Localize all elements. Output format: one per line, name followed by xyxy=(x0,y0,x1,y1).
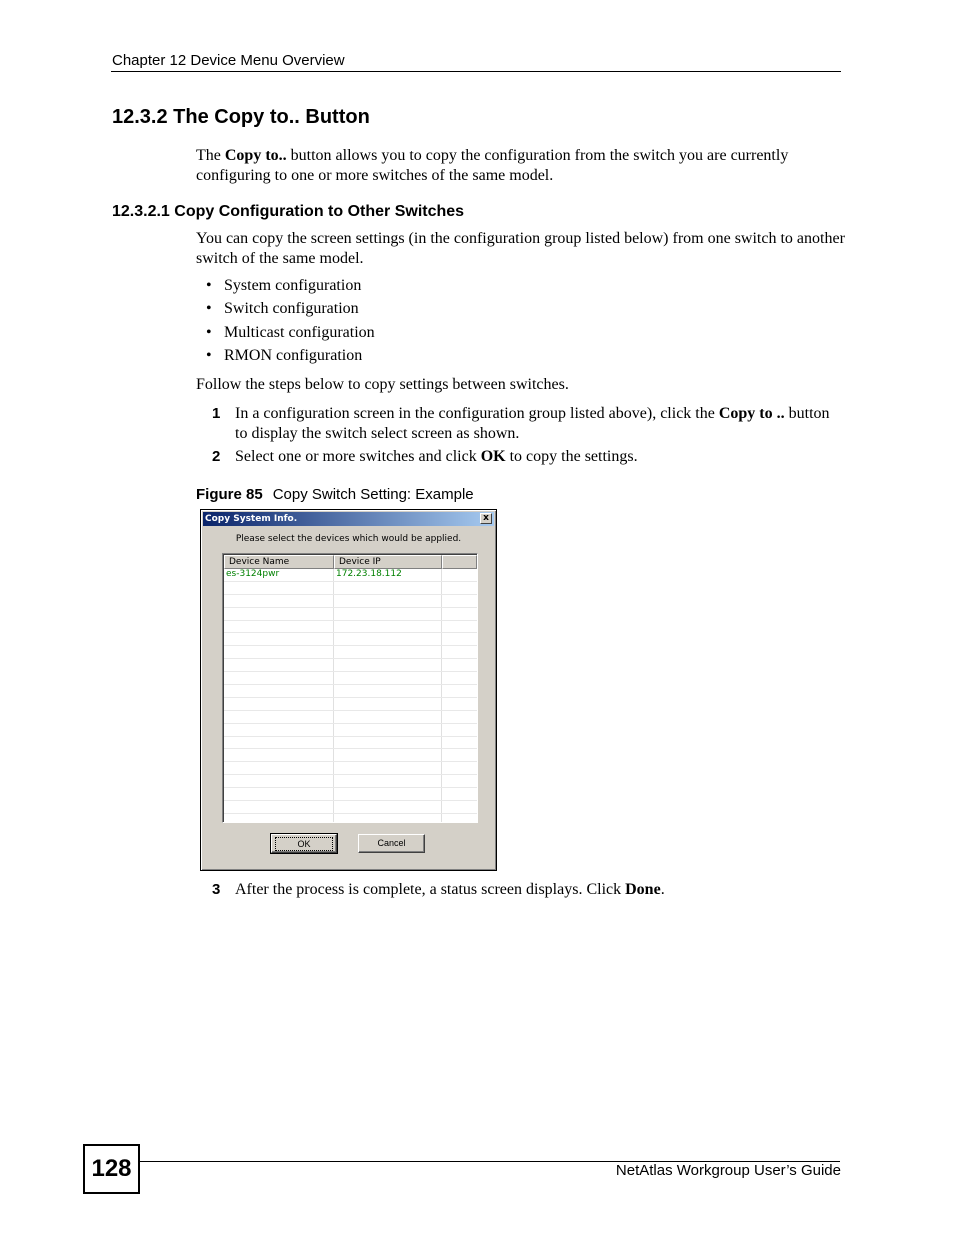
intro-text-after: button allows you to copy the configuration from the switch you are currently configuring to one or more switches of the same model. xyxy=(196,147,789,184)
step-text: In a configuration screen in the configuration group listed above), click the Copy to .. button to display the switch select screen as shown. xyxy=(235,405,830,442)
cancel-button[interactable]: Cancel xyxy=(358,834,425,853)
empty-table-row xyxy=(224,633,477,646)
guide-title: NetAtlas Workgroup User’s Guide xyxy=(615,1162,841,1179)
empty-table-row xyxy=(224,737,477,750)
empty-table-row xyxy=(224,659,477,672)
figure-label: Figure 85 xyxy=(196,486,263,503)
intro-paragraph xyxy=(196,146,846,186)
empty-table-row xyxy=(224,801,477,814)
empty-table-row xyxy=(224,814,477,823)
config-group-list xyxy=(206,276,375,369)
empty-table-row xyxy=(224,595,477,608)
list-item-text: RMON configuration xyxy=(224,346,363,364)
column-header-device-name[interactable]: Device Name xyxy=(224,555,334,569)
step-text: Select one or more switches and click OK to copy the settings. xyxy=(235,448,638,465)
dialog-title: Copy System Info. xyxy=(205,514,298,524)
header-rule xyxy=(111,71,841,72)
list-item xyxy=(206,323,375,346)
empty-table-row xyxy=(224,646,477,659)
intro-text-before: The xyxy=(196,147,225,164)
bullet-glyph: • xyxy=(206,277,212,294)
bullet-glyph: • xyxy=(206,323,212,341)
device-name-cell: es-3124pwr xyxy=(226,569,280,579)
empty-table-row xyxy=(224,749,477,762)
column-header-device-ip[interactable]: Device IP xyxy=(334,555,442,569)
close-icon[interactable]: x xyxy=(480,513,492,524)
table-header xyxy=(224,555,477,569)
step-number: 1 xyxy=(212,405,221,422)
empty-table-row xyxy=(224,685,477,698)
empty-table-row xyxy=(224,698,477,711)
list-item xyxy=(206,346,375,369)
device-table xyxy=(222,553,478,823)
copy-system-info-dialog xyxy=(200,509,497,871)
bullet-glyph: • xyxy=(206,300,212,318)
device-ip-cell: 172.23.18.112 xyxy=(336,569,402,579)
list-item-text: System configuration xyxy=(224,277,362,294)
empty-table-row xyxy=(224,582,477,595)
step-1 xyxy=(212,404,852,444)
empty-table-row xyxy=(224,762,477,775)
step-text: After the process is complete, a status screen displays. Click Done. xyxy=(235,881,665,898)
running-header: Chapter 12 Device Menu Overview xyxy=(112,52,345,69)
step-number: 3 xyxy=(212,881,221,898)
copy-paragraph: You can copy the screen settings (in the configuration group listed below) from one switch to another switch of the same model. xyxy=(196,230,845,267)
figure-caption xyxy=(196,486,474,503)
follow-paragraph: Follow the steps below to copy settings between switches. xyxy=(196,376,569,393)
empty-table-row xyxy=(224,711,477,724)
empty-table-row xyxy=(224,608,477,621)
step-number: 2 xyxy=(212,448,221,465)
section-title: 12.3.2 The Copy to.. Button xyxy=(112,106,370,128)
bullet-glyph: • xyxy=(206,346,212,364)
table-body xyxy=(224,569,477,823)
list-item xyxy=(206,276,375,299)
empty-table-row xyxy=(224,621,477,634)
empty-table-row xyxy=(224,724,477,737)
figure-caption-text: Copy Switch Setting: Example xyxy=(272,486,474,503)
ok-button[interactable] xyxy=(271,834,337,853)
empty-table-row xyxy=(224,775,477,788)
dialog-titlebar[interactable] xyxy=(203,512,494,526)
list-item-text: Switch configuration xyxy=(224,300,359,318)
empty-table-row xyxy=(224,672,477,685)
step-3 xyxy=(212,880,852,900)
column-header-blank xyxy=(442,555,477,569)
copy-to-term: Copy to.. xyxy=(224,147,287,164)
list-item xyxy=(206,299,375,322)
step-2 xyxy=(212,447,852,467)
table-row[interactable] xyxy=(224,569,477,582)
ok-button-label: OK xyxy=(275,837,333,851)
subsection-title: 12.3.2.1 Copy Configuration to Other Switches xyxy=(112,203,465,220)
empty-table-row xyxy=(224,788,477,801)
dialog-prompt: Please select the devices which would be applied. xyxy=(235,534,462,544)
page-number: 128 xyxy=(83,1144,140,1194)
list-item-text: Multicast configuration xyxy=(224,323,375,341)
